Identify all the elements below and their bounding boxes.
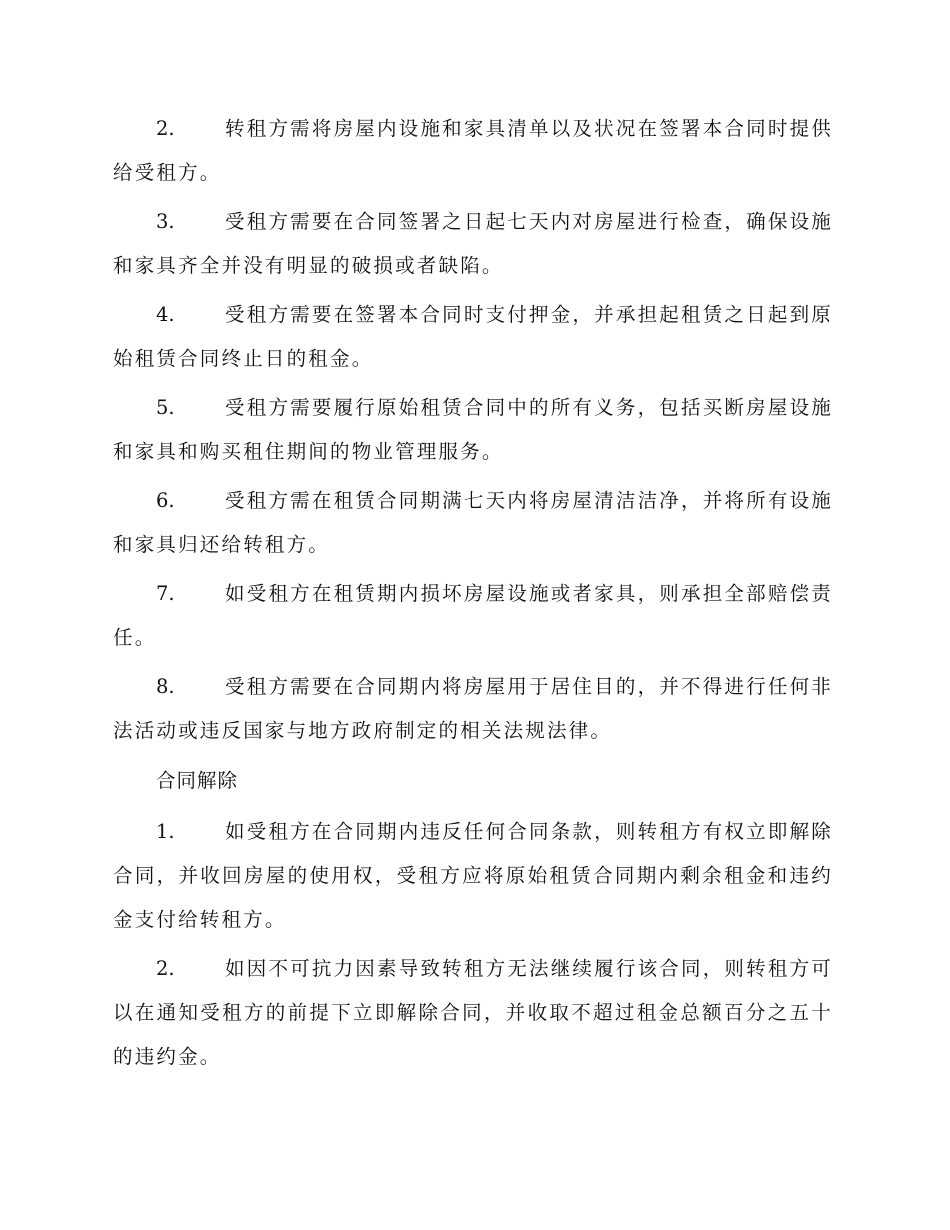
clause-item — [113, 810, 833, 942]
clause-number: 2. — [156, 957, 175, 980]
clause-item — [113, 293, 833, 381]
section-heading: 合同解除 — [156, 769, 239, 792]
clause-item — [113, 947, 833, 1079]
clause-text: 如受租方在租赁期内损坏房屋设施或者家具，则承担全部赔偿责任。 — [113, 582, 833, 649]
clause-number: 5. — [156, 396, 175, 419]
clause-text: 受租方需在租赁合同期满七天内将房屋清洁洁净，并将所有设施和家具归还给转租方。 — [113, 489, 833, 556]
clause-number: 1. — [156, 820, 175, 843]
clause-number: 6. — [156, 489, 175, 512]
clause-text: 如因不可抗力因素导致转租方无法继续履行该合同，则转租方可以在通知受租方的前提下立即解除合同，并收取不超过租金总额百分之五十的违约金。 — [113, 957, 833, 1068]
clause-text: 受租方需要履行原始租赁合同中的所有义务，包括买断房屋设施和家具和购买租住期间的物业管理服务。 — [113, 396, 833, 463]
clause-item — [113, 386, 833, 474]
clause-item — [113, 107, 833, 195]
clause-item — [113, 572, 833, 660]
clause-number: 7. — [156, 582, 175, 605]
clause-text: 如受租方在合同期内违反任何合同条款，则转租方有权立即解除合同，并收回房屋的使用权，受租方应将原始租赁合同期内剩余租金和违约金支付给转租方。 — [113, 820, 833, 931]
clause-item — [113, 479, 833, 567]
clause-number: 8. — [156, 675, 175, 698]
clause-item — [113, 665, 833, 753]
clause-number: 2. — [156, 117, 175, 140]
document-body — [113, 107, 833, 1084]
clause-number: 4. — [156, 303, 175, 326]
clause-text: 受租方需要在合同签署之日起七天内对房屋进行检查，确保设施和家具齐全并没有明显的破损或者缺陷。 — [113, 210, 833, 277]
clause-text: 受租方需要在合同期内将房屋用于居住目的，并不得进行任何非法活动或违反国家与地方政府制定的相关法规法律。 — [113, 675, 833, 742]
clause-item — [113, 200, 833, 288]
clause-text: 受租方需要在签署本合同时支付押金，并承担起租赁之日起到原始租赁合同终止日的租金。 — [113, 303, 833, 370]
clause-number: 3. — [156, 210, 175, 233]
clause-text: 转租方需将房屋内设施和家具清单以及状况在签署本合同时提供给受租方。 — [113, 117, 833, 184]
